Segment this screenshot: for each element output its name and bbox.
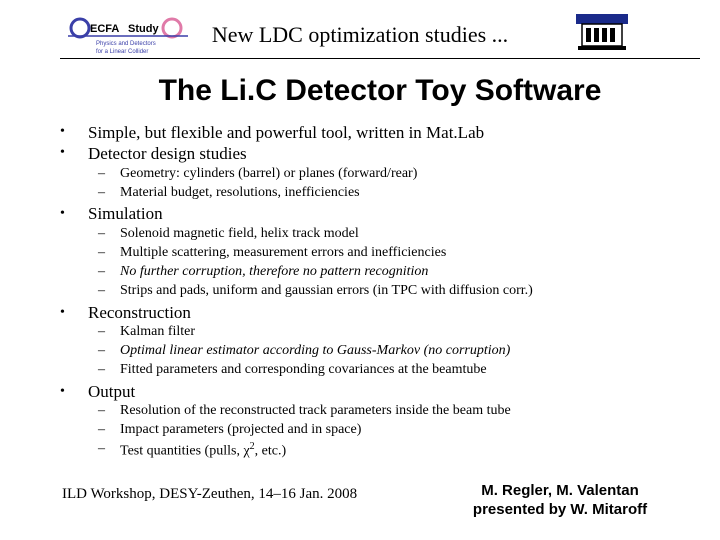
sub-bullet-text: Impact parameters (projected and in space) [120,422,362,437]
sub-bullet-text: Optimal linear estimator according to Gauss-Markov (no corruption) [120,343,511,358]
bullet-text: Output [88,382,136,401]
study-logo-word: Study [128,23,159,35]
ecfa-logo-subtitle-1: Physics and Detectors [96,41,156,47]
sub-bullet-text: Kalman filter [120,324,196,339]
sub-bullet-text [120,441,286,460]
footer-authors-line2: presented by W. Mitaroff [472,501,648,518]
bullet-text: Simple, but flexible and powerful tool, written in Mat.Lab [88,123,485,142]
sub-bullet-marker: – [98,226,105,241]
sub-bullet-text: Material budget, resolutions, inefficiencies [120,185,360,200]
sub-bullet-text: Solenoid magnetic field, helix track model [120,226,359,241]
sub-bullet-text: Geometry: cylinders (barrel) or planes (forward/rear) [120,166,418,181]
sub-bullet-text-pre: Test quantities (pulls, χ [120,443,250,459]
chi-squared-superscript: 2 [249,441,255,452]
sub-bullet-text: Multiple scattering, measurement errors and inefficiencies [120,245,447,260]
footer-authors-line1: M. Regler, M. Valentan [481,482,639,499]
sub-bullet-text: Resolution of the reconstructed track parameters inside the beam tube [120,403,511,418]
sub-bullet-marker: – [98,324,105,339]
footer-event: ILD Workshop, DESY-Zeuthen, 14–16 Jan. 2008 [62,486,358,502]
sub-bullet-marker: – [98,362,105,377]
bullet-text: Detector design studies [88,144,247,163]
sub-bullet-text: Fitted parameters and corresponding covariances at the beamtube [120,362,487,377]
sub-bullet-marker: – [98,283,105,298]
sub-bullet-text-post: , etc.) [254,443,287,459]
sub-bullet-marker: – [98,403,105,418]
bullet-marker: • [60,124,65,139]
bullet-marker: • [60,305,65,320]
sub-bullet-marker: – [98,185,105,200]
sub-bullet-marker: – [98,245,105,260]
bullet-marker: • [60,145,65,160]
bullet-marker: • [60,206,65,221]
footer-authors [460,481,660,519]
bullet-text: Reconstruction [88,303,191,322]
sub-bullet-marker: – [98,343,105,358]
bullet-marker: • [60,384,65,399]
ecfa-logo-subtitle-2: for a Linear Collider [96,49,149,55]
sub-bullet-marker: – [98,441,105,456]
slide-title: The Li.C Detector Toy Software [158,74,602,107]
sub-bullet-marker: – [98,422,105,437]
sub-bullet-text: Strips and pads, uniform and gaussian errors (in TPC with diffusion corr.) [120,283,533,298]
ecfa-logo-word: ECFA [90,23,120,35]
header-title: New LDC optimization studies ... [211,22,509,47]
sub-bullet-marker: – [98,264,105,279]
sub-bullet-text: No further corruption, therefore no pattern recognition [120,264,429,279]
sub-bullet-marker: – [98,166,105,181]
desy-logo [572,12,632,54]
header-rule [60,58,700,59]
bullet-text: Simulation [88,204,163,223]
